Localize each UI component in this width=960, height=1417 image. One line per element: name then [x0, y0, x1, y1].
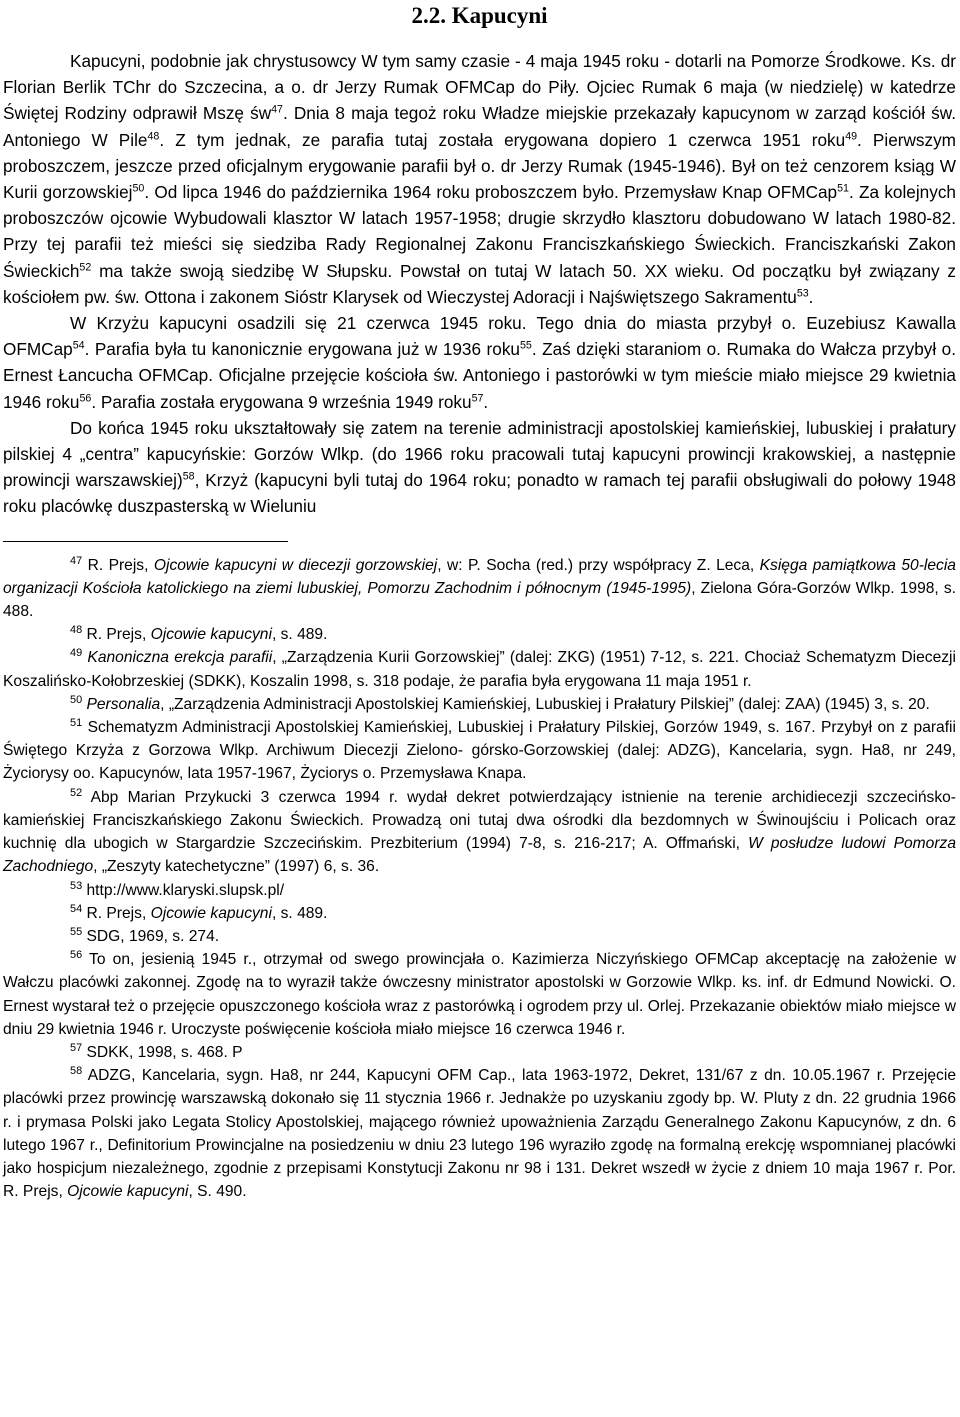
italic-title: Ojcowie kapucyni w diecezji gorzowskiej: [153, 556, 438, 574]
footnote: [3, 554, 956, 624]
footnote-number: 51: [70, 716, 83, 729]
footnote-reference[interactable]: 51: [837, 182, 849, 195]
footnote-number: 57: [70, 1041, 83, 1054]
text-run: SDKK, 1998, s. 468. P: [86, 1043, 243, 1061]
footnote: [3, 716, 956, 786]
text-run: ma także swoją siedzibę W Słupsku. Powstał on tutaj W latach 50. XX wieku. Od początku był związany z kościołem pw. św. Ottona i zakonem Sióstr Klarysek od Wieczystej Adoracji i Najświętszego Sakramentu: [3, 260, 956, 307]
footnote: [3, 925, 956, 948]
footnote-reference[interactable]: 49: [845, 129, 858, 142]
footnote-separator: [3, 541, 288, 542]
text-run: .: [483, 391, 489, 412]
italic-title: Kanoniczna erekcja parafii: [87, 649, 273, 667]
text-run: , s. 489.: [271, 626, 328, 644]
footnote-number: 52: [70, 786, 83, 799]
text-run: , „Zeszyty katechetyczne” (1997) 6, s. 36.: [93, 858, 380, 876]
footnote-reference[interactable]: 58: [182, 470, 195, 483]
footnote-number: 49: [70, 647, 83, 660]
footnote: [3, 879, 956, 902]
text-run: , Zielona Góra-Gorzów Wlkp. 1998, s. 488.: [3, 579, 956, 621]
text-run: Kapucyni, podobnie jak chrystusowcy W tym samy czasie - 4 maja 1945 roku - dotarli na Pomorze Środkowe. Ks. dr Florian Berlik TChr do Szczecina, a o. dr Jerzy Rumak OFMCap do Piły. Ojciec Rumak 6 maja (w niedzielę) w katedrze Świętej Rodziny odprawił Mszę św: [3, 51, 956, 124]
text-run: http://www.klaryski.slupsk.pl/: [86, 881, 285, 899]
section-heading: 2.2. Kapucyni: [411, 3, 548, 28]
footnote-reference[interactable]: 53: [796, 287, 809, 300]
footnote-number: 54: [70, 902, 83, 915]
text-run: .: [808, 286, 814, 307]
footnote-reference[interactable]: 50: [132, 182, 145, 195]
italic-title: Ojcowie kapucyni: [150, 904, 272, 922]
footnote-number: 47: [70, 554, 83, 567]
footnote-number: 50: [70, 693, 83, 706]
text-run: . Za kolejnych proboszczów ojcowie Wybudowali klasztor W latach 1957-1958; drugie skrzydło klasztoru dobudowano W latach 1980-82. Przy tej parafii też mieści się siedziba Rady Regionalnej Zakonu Franciszkańskiego Świeckich. Franciszkański Zakon Świeckich: [3, 182, 956, 281]
text-run: . Z tym jednak, ze parafia tutaj została erygowana dopiero 1 czerwca 1951 roku: [159, 129, 846, 150]
text-run: ADZG, Kancelaria, sygn. Ha8, nr 244, Kapucyni OFM Cap., lata 1963-1972, Dekret, 131/67 z dn. 10.05.1967 r. Przejęcie placówki przez prowincję warszawską dokonało się 11 stycznia 1966 r. Jednakże po uzyskaniu zgody bp. W. Pluty z dn. 22 grudnia 1966 r. i prymasa Polski jako Legata Stolicy Apostolskiej, mającego również upoważnienia Zarządu Generalnego Zakonu Kapucynów, z dn. 6 lutego 1967 r., Definitorium Prowincjalne na posiedzeniu w dniu 23 lutego 196 wyraziło zgodę na formalną erekcję wspomnianej placówki jako hospicjum niezależnego, zgodnie z przepisami Konstytucji Zakonu nr 98 i 131. Dekret wszedł w życie z dniem 10 maja 1967 r. Por. R. Prejs,: [3, 1067, 956, 1201]
footnote: [3, 623, 956, 646]
text-run: R. Prejs,: [87, 556, 154, 574]
footnote-number: 58: [70, 1064, 83, 1077]
italic-title: Księga pamiątkowa 50-lecia organizacji Kościoła katolickiego na ziemi lubuskiej, Pomorzu Zachodnim i północnym (1945-1995): [3, 556, 956, 597]
text-run: SDG, 1969, s. 274.: [86, 927, 220, 945]
footnote-number: 56: [70, 948, 83, 961]
footnote-number: 48: [70, 624, 83, 637]
body-paragraph: [3, 48, 956, 310]
footnotes: [3, 554, 956, 1204]
body-paragraph: [3, 310, 956, 415]
footnote: [3, 1041, 956, 1064]
italic-title: Ojcowie kapucyni: [150, 626, 272, 644]
text-run: . Parafia została erygowana 9 września 1949 roku: [91, 391, 472, 412]
text-run: , Krzyż (kapucyni byli tutaj do 1964 roku; ponadto w ramach tej parafii obsługiwali do połowy 1948 roku placówkę duszpasterską w Wieluniu: [3, 470, 956, 517]
italic-title: Personalia: [86, 695, 161, 713]
footnote: [3, 646, 956, 692]
footnote: [3, 1064, 956, 1203]
footnote-reference[interactable]: 55: [519, 339, 532, 352]
text-run: . Zaś dzięki staraniom o. Rumaka do Wałcza przybył o. Ernest Łancucha OFMCap. Oficjalne przejęcie kościoła św. Antoniego i pastorówki w tym mieście miało miejsce 29 kwietnia 1946 roku: [3, 339, 957, 412]
text-run: W Krzyżu kapucyni osadzili się 21 czerwca 1945 roku. Tego dnia do miasta przybył o. Euzebiusz Kawalla OFMCap: [3, 313, 956, 360]
footnote-number: 55: [70, 925, 83, 938]
footnote: [3, 902, 956, 925]
footnote-number: 53: [70, 879, 83, 892]
text-run: Do końca 1945 roku ukształtowały się zatem na terenie administracji apostolskiej kamieńskiej, lubuskiej i prałatury pilskiej 4 „centra” kapucyńskie: Gorzów Wlkp. (do 1966 roku pracowali tutaj kapucyni prowincji krakowskiej, a następnie prowincji warszawskiej): [3, 417, 956, 491]
footnote: [3, 693, 956, 716]
text-run: , „Zarządzenia Kurii Gorzowskiej” (dalej: ZKG) (1951) 7-12, s. 221. Chociaż Schematyzm Diecezji Koszalińsko-Kołobrzeskiej (SDKK), Koszalin 1998, s. 318 podaje, że parafia była erygowana 11 maja 1951 r.: [3, 649, 956, 690]
footnote-reference[interactable]: 57: [471, 391, 484, 404]
italic-title: W posłudze ludowi Pomorza Zachodniego: [3, 835, 956, 876]
text-run: , S. 490.: [188, 1183, 247, 1201]
text-run: , „Zarządzenia Administracji Apostolskiej Kamieńskiej, Lubuskiej i Prałatury Pilskiej” (dalej: ZAA) (1945) 3, s. 20.: [160, 695, 930, 713]
footnote: [3, 948, 956, 1041]
text-run: R. Prejs,: [86, 626, 151, 644]
text-run: Schematyzm Administracji Apostolskiej Kamieńskiej, Lubuskiej i Prałatury Pilskiej, Gorzów 1949, s. 167. Przybył on z parafii Świętego Krzyża z Gorzowa Wlkp. Archiwum Diecezji Zielono- górsko-Gorzowskiej (dalej: ADZG), Kancelaria, sygn. Ha8, nr 249, Życiorysy oo. Kapucynów, lata 1957-1967, Życiorys o. Przemysława Knapa.: [3, 719, 956, 783]
text-run: Abp Marian Przykucki 3 czerwca 1994 r. wydał dekret potwierdzający istnienie na terenie archidiecezji szczecińsko-kamieńskiej Franciszkańskiego Zakonu Świeckich. Prowadzą oni tutaj dwa ośrodki dla bezdomnych w Świnoujściu i Policach oraz kuchnię dla ubogich w Stargardzie Szczecińskim. Prezbiterium (1994) 7-8, s. 216-217; A. Offmański,: [3, 788, 957, 853]
footnote: [3, 786, 956, 879]
text-run: . Dnia 8 maja tegoż roku Władze miejskie przekazały kapucynom w zarząd kościół św. Antoniego W Pile: [3, 103, 956, 150]
text-run: . Pierwszym proboszczem, jeszcze przed oficjalnym erygowanie parafii był o. dr Jerzy Rumak (1945-1946). Był on też cenzorem ksiąg W Kurii gorzowskiej: [3, 129, 956, 203]
main-text: [3, 48, 956, 520]
footnote-reference[interactable]: 47: [271, 103, 283, 116]
body-paragraph: [3, 415, 956, 520]
footnote-reference[interactable]: 54: [72, 339, 85, 352]
text-run: . Od lipca 1946 do października 1964 roku proboszczem było. Przemysław Knap OFMCap: [144, 182, 838, 203]
italic-title: Ojcowie kapucyni: [67, 1183, 189, 1201]
text-run: . Parafia była tu kanonicznie erygowana już w 1936 roku: [84, 339, 520, 360]
footnote-reference[interactable]: 48: [147, 129, 160, 142]
text-run: R. Prejs,: [86, 904, 151, 922]
text-run: , w: P. Socha (red.) przy współpracy Z. Leca,: [437, 556, 760, 574]
footnote-reference[interactable]: 56: [79, 391, 92, 404]
text-run: To on, jesienią 1945 r., otrzymał od swego prowincjała o. Kazimierza Niczyńskiego OFMCap akceptację na założenie w Wałczu placówki zakonnej. Zgodę na to wyraził także ówczesny ministrator apostolski w Gorzowie Wlkp. ks. inf. dr Edmund Nowicki. O. Ernest wystarał też o przejęcie opuszczonego kościoła wraz z pastorówką i ogrodem przy ul. Orlej. Przekazanie obiektów miało miejsce w dniu 29 kwietnia 1946 r. Uroczyste poświęcenie kościoła miało miejsce 16 czerwca 1946 r.: [3, 951, 956, 1038]
text-run: , s. 489.: [271, 904, 328, 922]
footnote-reference[interactable]: 52: [79, 260, 92, 273]
